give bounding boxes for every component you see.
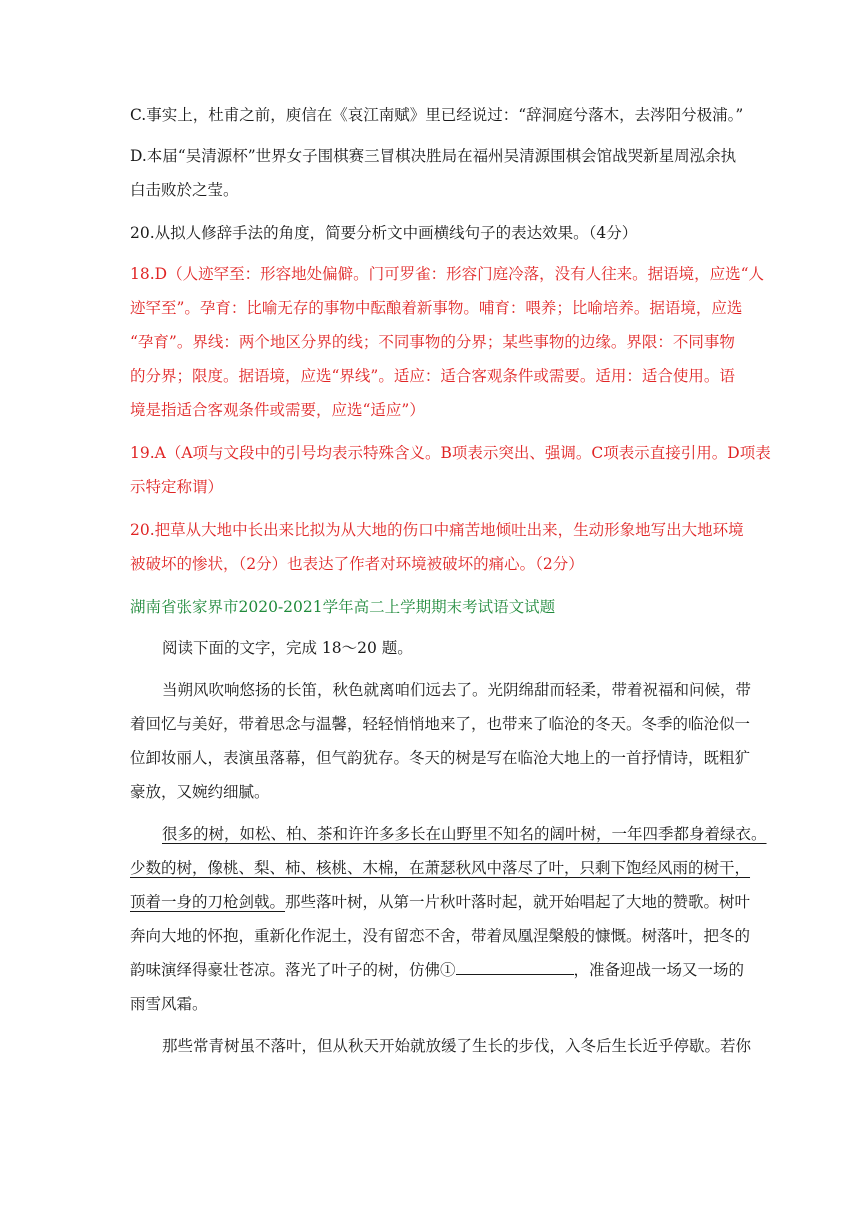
passage-p1-line1: 当朔风吹响悠扬的长笛，秋色就离咱们远去了。光阴绵甜而轻柔，带着祝福和问候，带 — [162, 681, 752, 699]
passage-blank-before: 韵味演绎得豪壮苍凉。落光了叶子的树，仿佛① — [130, 961, 456, 979]
answer-19-line2: 示特定称谓） — [130, 478, 224, 496]
instruction: 阅读下面的文字，完成 18～20 题。 — [162, 639, 413, 657]
answer-20-line1: 20.把草从大地中长出来比拟为从大地的伤口中痛苦地倾吐出来，生动形象地写出大地环境 — [130, 521, 744, 539]
option-d-line2: 白击败於之莹。 — [130, 181, 239, 199]
passage-p2-line3-rest: 那些落叶树，从第一片秋叶落时起，就开始唱起了大地的赞歌。树叶 — [285, 893, 751, 911]
answer-18-line5: 境是指适合客观条件或需要，应选“适应”） — [130, 401, 425, 419]
passage-p1-line2: 着回忆与美好，带着思念与温馨，轻轻悄悄地来了，也带来了临沧的冬天。冬季的临沧似一 — [130, 715, 751, 733]
passage-underlined-line1: 很多的树，如松、柏、茶和许许多多长在山野里不知名的阔叶树，一年四季都身着绿衣。 — [162, 825, 767, 843]
passage-p2-line6: 雨雪风霜。 — [130, 995, 208, 1013]
source-title: 湖南省张家界市2020-2021学年高二上学期期末考试语文试题 — [130, 598, 556, 616]
answer-20-line2: 被破坏的惨状，（2分）也表达了作者对环境被破坏的痛心。（2分） — [130, 555, 584, 573]
answer-19-line1: 19.A（A项与文段中的引号均表示特殊含义。B项表示突出、强调。C项表示直接引用。D项表 — [130, 444, 771, 462]
option-c: C.事实上，杜甫之前，庾信在《哀江南赋》里已经说过：“辞洞庭兮落木，去涔阳兮极浦。” — [130, 106, 744, 124]
passage-p2-line4: 奔向大地的怀抱，重新化作泥土，没有留恋不舍，带着凤凰涅槃般的慷慨。树落叶，把冬的 — [130, 927, 751, 945]
passage-p1-line4: 豪放，又婉约细腻。 — [130, 783, 270, 801]
question-20: 20.从拟人修辞手法的角度，简要分析文中画横线句子的表达效果。（4分） — [130, 224, 638, 242]
passage-p3-line1: 那些常青树虽不落叶，但从秋天开始就放缓了生长的步伐，入冬后生长近乎停歇。若你 — [162, 1037, 752, 1055]
passage-blank-after: ，准备迎战一场又一场的 — [573, 961, 745, 979]
option-d-line1: D.本届“吴清源杯”世界女子围棋赛三冒棋决胜局在福州吴清源围棋会馆战哭新星周泓余执 — [130, 147, 737, 165]
passage-p2-line3 — [130, 892, 750, 912]
fill-in-blank — [456, 960, 574, 975]
answer-18-line1: 18.D（人迹罕至：形容地处偏僻。门可罗雀：形容门庭冷落，没有人往来。据语境，应选“人 — [130, 265, 765, 283]
passage-underlined-line3: 顶着一身的刀枪剑戟。 — [130, 893, 286, 911]
passage-p2-line5 — [130, 960, 750, 980]
passage-p1-line3: 位卸妆丽人，表演虽落幕，但气韵犹存。冬天的树是写在临沧大地上的一首抒情诗，既粗犷 — [130, 749, 751, 767]
passage-underlined-line2: 少数的树，像桃、梨、柿、核桃、木棉，在萧瑟秋风中落尽了叶，只剩下饱经风雨的树干， — [130, 859, 751, 877]
answer-18-line2: 迹罕至”。孕育：比喻无存的事物中酝酿着新事物。哺育：喂养；比喻培养。据语境，应选 — [130, 299, 743, 317]
answer-18-line4: 的分界；限度。据语境，应选“界线”。适应：适合客观条件或需要。适用：适合使用。语 — [130, 367, 735, 385]
answer-18-line3: “孕育”。界线：两个地区分界的线；不同事物的分界；某些事物的边缘。界限：不同事物 — [130, 333, 735, 351]
